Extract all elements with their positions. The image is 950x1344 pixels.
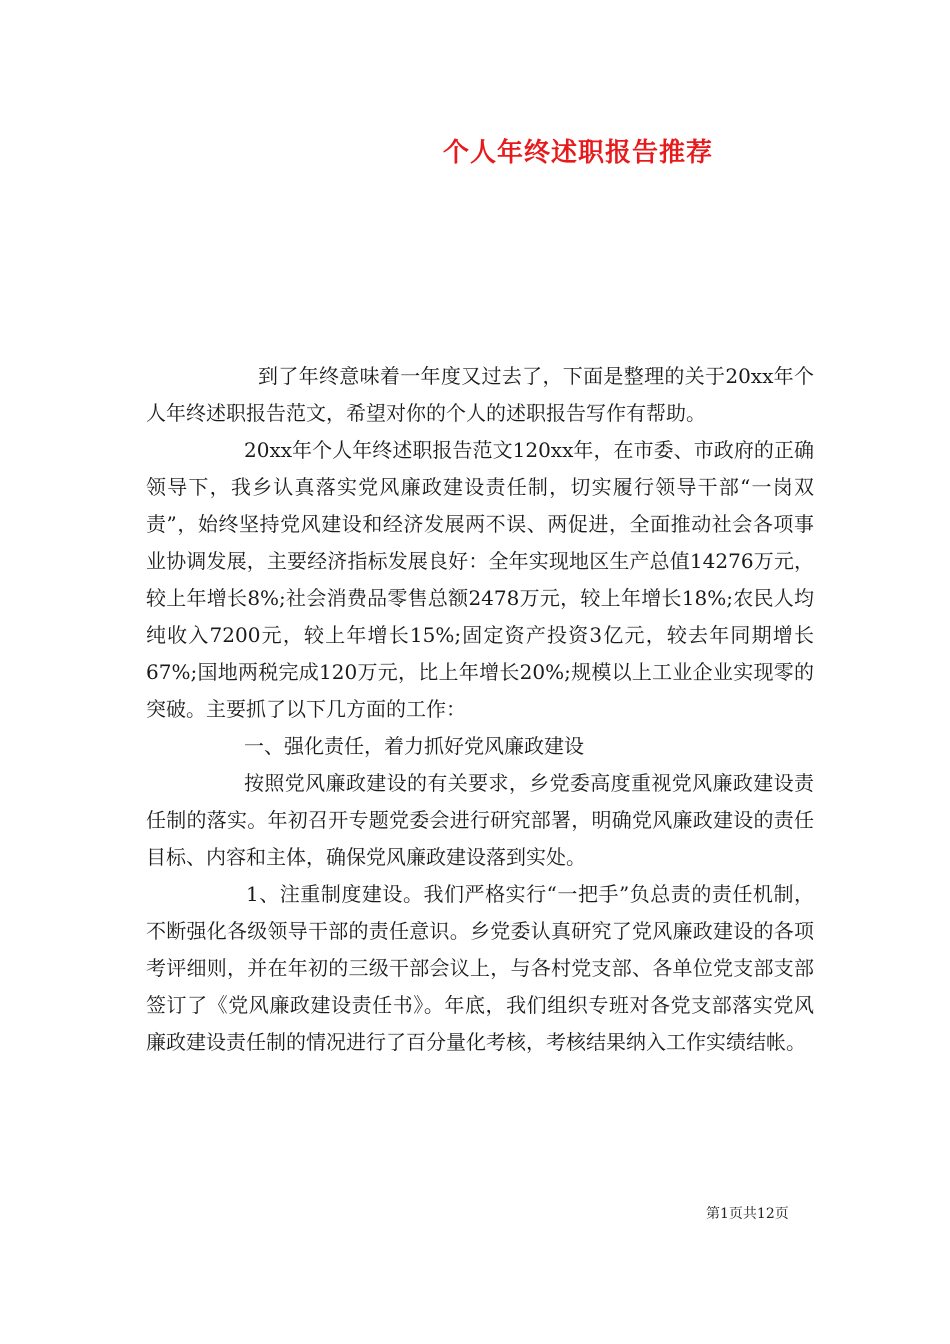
paragraph-section-intro: 按照党风廉政建设的有关要求，乡党委高度重视党风廉政建设责任制的落实。年初召开专题党委会进行研究部署，明确党风廉政建设的责任目标、内容和主体，确保党风廉政建设落到实处。 xyxy=(146,771,814,869)
paragraph-summary: 20xx年个人年终述职报告范文120xx年，在市委、市政府的正确领导下，我乡认真落实党风廉政建设责任制，切实履行领导干部“一岗双责”，始终坚持党风建设和经济发展两不误、两促进，全面推动社会各项事业协调发展，主要经济指标发展良好：全年实现地区生产总值14276万元，较上年增长8%;社会消费品零售总额2478万元，较上年增长18%;农民人均纯收入7200元，较上年增长15%;固定资产投资3亿元，较去年同期增长67%;国地两税完成120万元，比上年增长20%;规模以上工业企业实现零的突破。主要抓了以下几方面的工作： xyxy=(146,438,814,721)
paragraph-intro: 到了年终意味着一年度又过去了，下面是整理的关于20xx年个人年终述职报告范文，希望对你的个人的述职报告写作有帮助。 xyxy=(146,364,814,425)
paragraph-item-1: 1、注重制度建设。我们严格实行“一把手”负总责的责任机制，不断强化各级领导干部的责任意识。乡党委认真研究了党风廉政建设的各项考评细则，并在年初的三级干部会议上，与各村党支部、各单位党支部支部签订了《党风廉政建设责任书》。年底，我们组织专班对各党支部落实党风廉政建设责任制的情况进行了百分量化考核，考核结果纳入工作实绩结帐。 xyxy=(146,882,814,1054)
page-number-footer: 第1页共12页 xyxy=(706,1206,789,1222)
section-heading: 一、强化责任，着力抓好党风廉政建设 xyxy=(244,734,584,758)
document-body xyxy=(146,358,814,1061)
document-title: 个人年终述职报告推荐 xyxy=(443,138,714,168)
